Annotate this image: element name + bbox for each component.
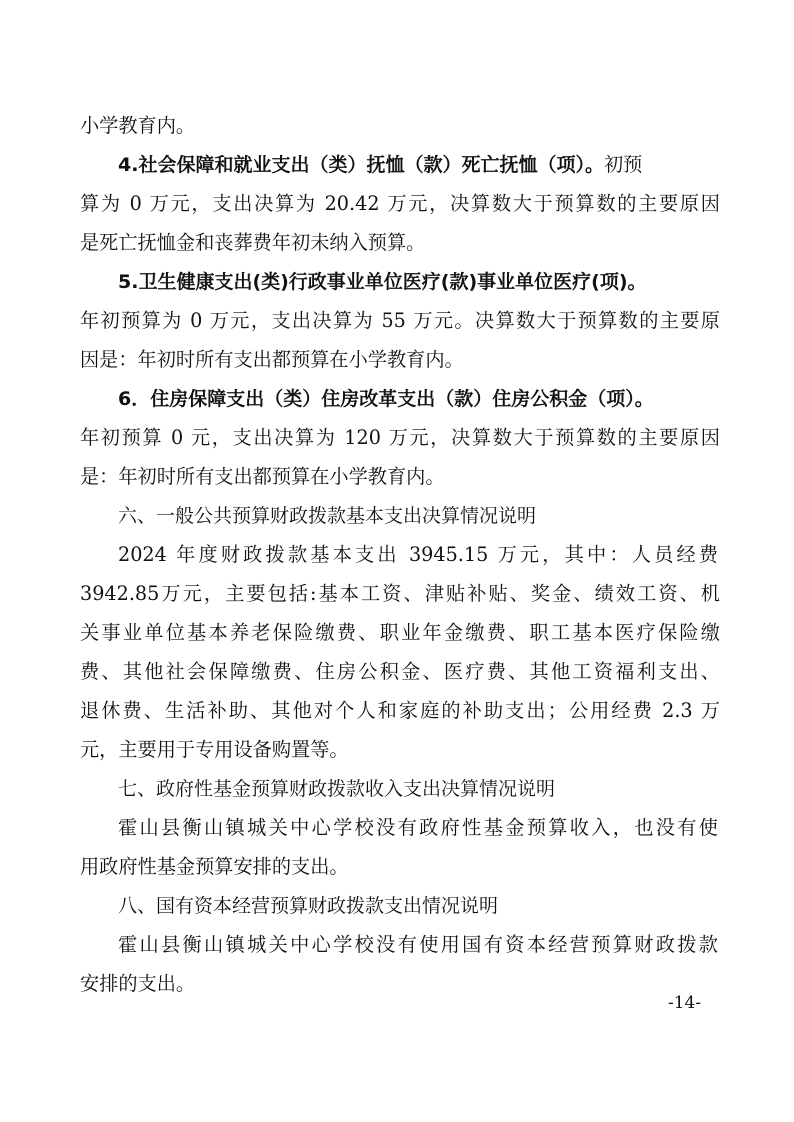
paragraph-line: 年初预算 0 元，支出决算为 120 万元，决算数大于预算数的主要原因 bbox=[80, 426, 720, 449]
paragraph-line: 霍山县衡山镇城关中心学校没有使用国有资本经营预算财政拨款 bbox=[118, 933, 718, 956]
paragraph-line: 关事业单位基本养老保险缴费、职业年金缴费、职工基本医疗保险缴 bbox=[80, 621, 720, 644]
paragraph-line: 元，主要用于专用设备购置等。 bbox=[80, 738, 349, 761]
section-heading-line bbox=[118, 153, 718, 177]
section-heading: 八、国有资本经营预算财政拨款支出情况说明 bbox=[118, 895, 499, 917]
paragraph-line: 算为 0 万元，支出决算为 20.42 万元，决算数大于预算数的主要原因 bbox=[80, 192, 720, 215]
section-heading: 5.卫生健康支出(类)行政事业单位医疗(款)事业单位医疗(项)。 bbox=[118, 271, 647, 293]
paragraph-line: 霍山县衡山镇城关中心学校没有政府性基金预算收入，也没有使 bbox=[118, 816, 718, 839]
paragraph-line: 3942.85万元，主要包括:基本工资、津贴补贴、奖金、绩效工资、机 bbox=[80, 582, 720, 605]
section-heading: 六、一般公共预算财政拨款基本支出决算情况说明 bbox=[118, 505, 537, 527]
paragraph-line: 用政府性基金预算安排的支出。 bbox=[80, 855, 349, 878]
paragraph-text: 初预 bbox=[603, 153, 643, 176]
paragraph-line: 小学教育内。 bbox=[80, 114, 196, 137]
paragraph-line: 年初预算为 0 万元，支出决算为 55 万元。决算数大于预算数的主要原 bbox=[80, 309, 720, 332]
paragraph-line: 因是：年初时所有支出都预算在小学教育内。 bbox=[80, 348, 464, 371]
paragraph-line: 2024 年度财政拨款基本支出 3945.15 万元，其中：人员经费 bbox=[118, 543, 718, 566]
paragraph-line: 是死亡抚恤金和丧葬费年初未纳入预算。 bbox=[80, 231, 426, 254]
section-heading: 4.社会保障和就业支出（类）抚恤（款）死亡抚恤（项）。 bbox=[118, 154, 604, 176]
paragraph-line: 费、其他社会保障缴费、住房公积金、医疗费、其他工资福利支出、 bbox=[80, 660, 720, 683]
paragraph-line: 退休费、生活补助、其他对个人和家庭的补助支出；公用经费 2.3 万 bbox=[80, 699, 720, 722]
section-heading: 七、政府性基金预算财政拨款收入支出决算情况说明 bbox=[118, 778, 556, 800]
page-number: -14- bbox=[668, 993, 702, 1013]
paragraph-line: 安排的支出。 bbox=[80, 972, 196, 995]
paragraph-line: 是：年初时所有支出都预算在小学教育内。 bbox=[80, 465, 445, 488]
section-heading: 6．住房保障支出（类）住房改革支出（款）住房公积金（项）。 bbox=[118, 388, 654, 410]
